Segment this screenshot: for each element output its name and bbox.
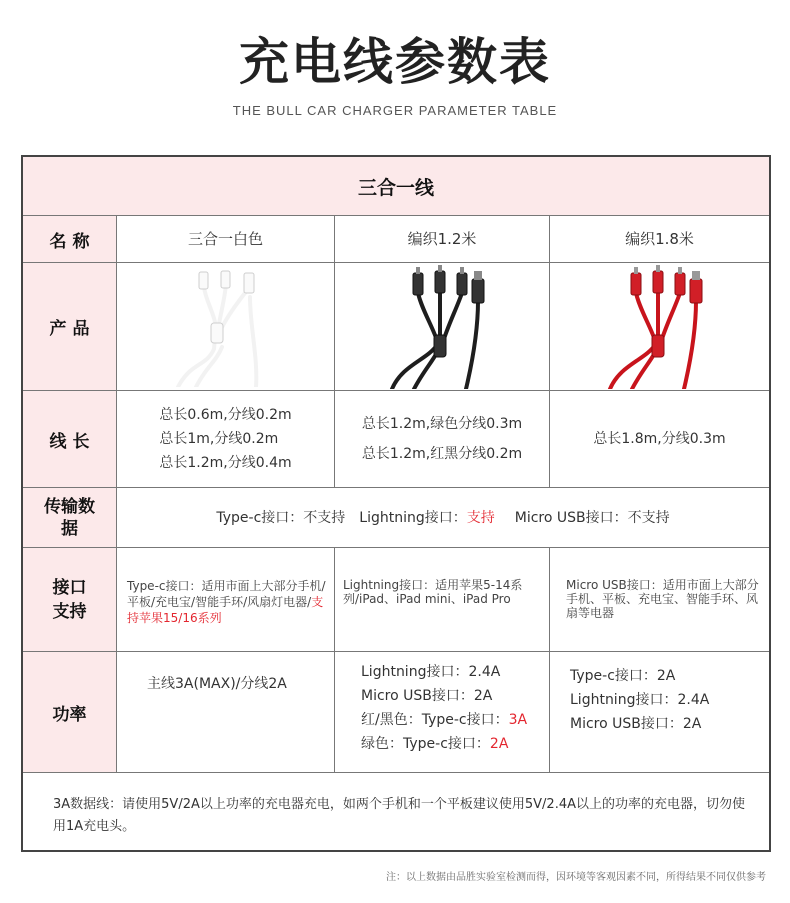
length-line: 总长1.8m,分线0.3m xyxy=(593,431,726,447)
ports-col2 xyxy=(335,548,550,652)
row-label-data xyxy=(23,488,117,548)
power-line-value: 2A xyxy=(489,736,509,752)
product-col1 xyxy=(117,263,335,391)
label-text: 名 称 xyxy=(49,231,90,252)
power-line xyxy=(361,732,549,756)
black-cable-image xyxy=(382,265,502,389)
name-text: 编织1.2米 xyxy=(407,230,477,248)
row-label-product xyxy=(23,263,117,391)
power-line: Micro USB接口：2A xyxy=(361,688,493,704)
note-text: 3A数据线：请使用5V/2A以上功率的充电器充电，如两个手机和一个平板建议使用5V/2.4A以上的功率的充电器，切勿使用1A充电头。 xyxy=(53,797,745,834)
parameter-table xyxy=(21,155,771,852)
label-text: 功率 xyxy=(52,704,87,725)
ports-col1 xyxy=(117,548,335,652)
data-transfer-cell xyxy=(117,488,769,548)
name-col2 xyxy=(335,216,550,263)
power-col2 xyxy=(335,652,550,773)
length-col3 xyxy=(550,391,769,488)
ports-text: Micro USB接口：适用市面上大部分手机、平板、充电宝、智能手环、风扇等电器 xyxy=(566,578,759,620)
row-label-name xyxy=(23,216,117,263)
label-text: 产 品 xyxy=(49,319,90,339)
page-title: 充电线参数表 xyxy=(239,33,551,91)
row-label-power xyxy=(23,652,117,773)
power-line: Lightning接口：2.4A xyxy=(570,692,710,708)
lightning-support-text: 支持 xyxy=(466,509,495,526)
note-cell xyxy=(23,773,769,850)
label-text: 传输数据 xyxy=(44,496,95,539)
length-col1 xyxy=(117,391,335,488)
length-line: 总长0.6m,分线0.2m xyxy=(159,407,292,423)
caption-text: 三合一线 xyxy=(357,176,434,199)
power-line: Micro USB接口：2A xyxy=(570,716,702,732)
power-line xyxy=(361,708,549,732)
power-line: Lightning接口：2.4A xyxy=(361,664,501,680)
ports-col3 xyxy=(550,548,769,652)
name-text: 三合一白色 xyxy=(187,230,263,248)
power-line-text: 红/黑色：Type-c接口： xyxy=(361,712,509,728)
length-line: 总长1.2m,红黑分线0.2m xyxy=(361,446,523,462)
ports-text: Lightning接口：适用苹果5-14系列/iPad、iPad mini、iPad Pro xyxy=(343,578,523,606)
power-line-text: 绿色：Type-c接口： xyxy=(361,736,490,752)
table-caption xyxy=(23,157,769,216)
ports-text: Type-c接口：适用市面上大部分手机/平板/充电宝/智能手环/风扇灯电器/ xyxy=(127,579,326,609)
name-col1 xyxy=(117,216,335,263)
label-text: 线 长 xyxy=(49,431,90,452)
lightning-data-text: Lightning接口： xyxy=(359,509,467,526)
length-line: 总长1m,分线0.2m xyxy=(159,431,279,447)
product-col2 xyxy=(335,263,550,391)
name-text: 编织1.8米 xyxy=(625,230,694,248)
power-line: Type-c接口：2A xyxy=(570,668,676,684)
name-col3 xyxy=(550,216,769,263)
typec-data-text: Type-c接口：不支持 xyxy=(216,509,346,526)
red-cable-image xyxy=(600,265,720,389)
footnote: 注：以上数据由品胜实验室检测而得，因环境等客观因素不同，所得结果不同仅供参考 xyxy=(386,872,766,883)
power-col1 xyxy=(117,652,335,773)
row-label-ports xyxy=(23,548,117,652)
power-text: 主线3A(MAX)/分线2A xyxy=(147,676,287,692)
length-line: 总长1.2m,绿色分线0.3m xyxy=(361,416,523,432)
white-cable-image xyxy=(166,267,286,387)
row-label-length xyxy=(23,391,117,488)
page-subtitle: THE BULL CAR CHARGER PARAMETER TABLE xyxy=(232,103,558,118)
ports-highlight: 支持苹果15/16系列 xyxy=(127,595,324,625)
power-col3 xyxy=(550,652,769,773)
power-line-value: 3A xyxy=(508,712,528,728)
length-col2 xyxy=(335,391,550,488)
product-col3 xyxy=(550,263,769,391)
micro-data-text: Micro USB接口：不支持 xyxy=(514,509,670,526)
length-line: 总长1.2m,分线0.4m xyxy=(159,455,292,471)
label-text: 接口支持 xyxy=(52,577,87,622)
